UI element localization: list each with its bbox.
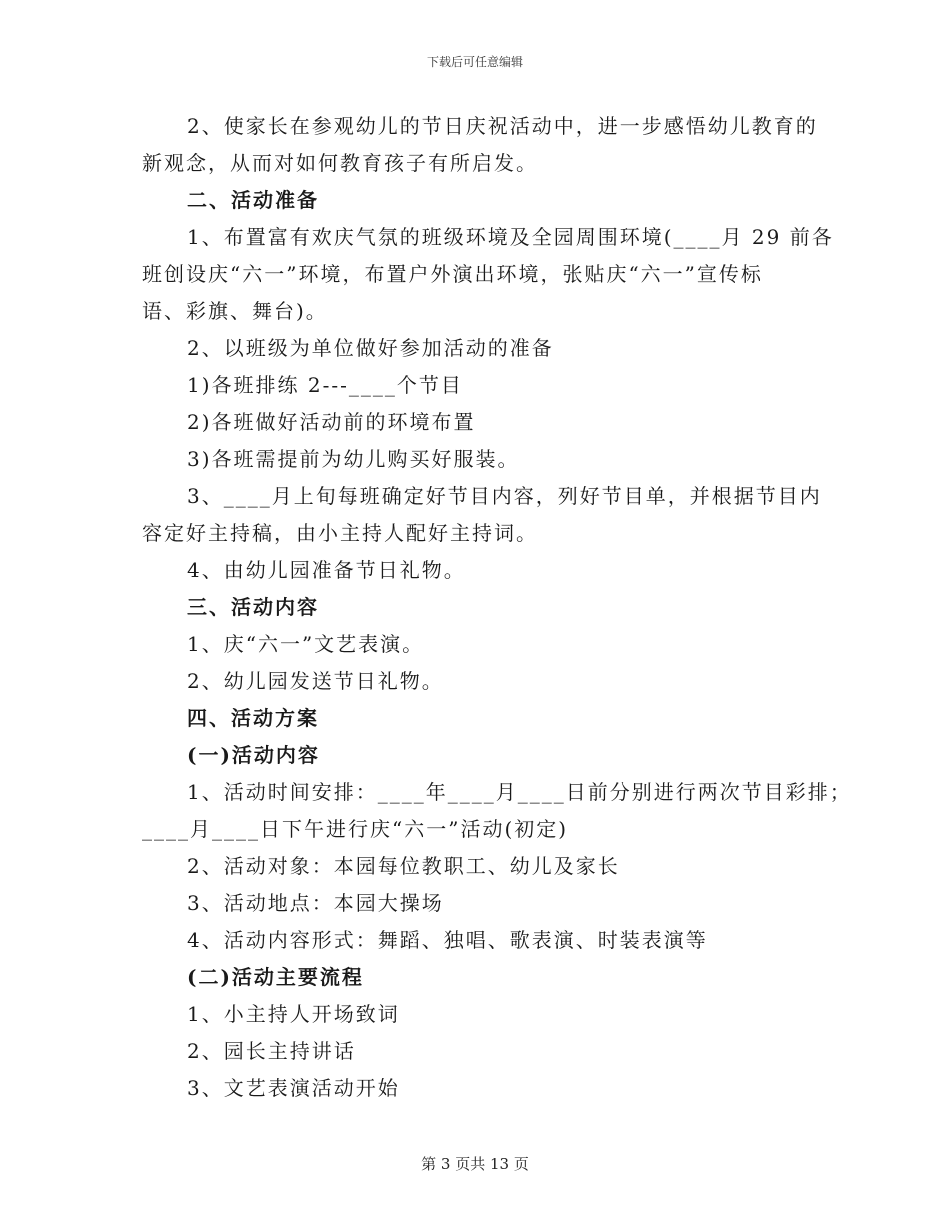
paragraph-line: 容定好主持稿，由小主持人配好主持词。: [142, 521, 538, 545]
section-heading: 三、活动内容: [187, 595, 319, 619]
page-footer: 第 3 页共 13 页: [421, 1155, 529, 1173]
paragraph-line: 新观念，从而对如何教育孩子有所启发。: [142, 151, 538, 175]
subsection-heading: (二)活动主要流程: [187, 965, 364, 989]
section-heading: 四、活动方案: [187, 706, 319, 730]
paragraph-line: ____月____日下午进行庆“六一”活动(初定): [142, 817, 569, 841]
document-body: [142, 108, 852, 1107]
subsection-heading: (一)活动内容: [187, 743, 320, 767]
list-item: 3、文艺表演活动开始: [187, 1076, 400, 1100]
list-item: 1)各班排练 2---____个节目: [187, 373, 463, 397]
header-note: 下载后可任意编辑: [426, 55, 523, 69]
section-heading: 二、活动准备: [187, 188, 319, 212]
list-item: 2、幼儿园发送节日礼物。: [187, 669, 444, 693]
list-item: 4、活动内容形式：舞蹈、独唱、歌表演、时装表演等: [187, 928, 708, 952]
list-item: 3)各班需提前为幼儿购买好服装。: [187, 447, 520, 471]
list-item: 2、活动对象：本园每位教职工、幼儿及家长: [187, 854, 620, 878]
list-item: 3、活动地点：本园大操场: [187, 891, 444, 915]
list-item: 1、小主持人开场致词: [187, 1002, 400, 1026]
paragraph-line: 班创设庆“六一”环境，布置户外演出环境，张贴庆“六一”宣传标: [142, 262, 763, 286]
paragraph-line: 1、布置富有欢庆气氛的班级环境及全园周围环境(____月 29 前各: [187, 225, 834, 249]
paragraph-line: 1、活动时间安排：____年____月____日前分别进行两次节目彩排；: [187, 780, 852, 804]
paragraph-line: 4、由幼儿园准备节日礼物。: [187, 558, 466, 582]
list-item: 2、园长主持讲话: [187, 1039, 356, 1063]
list-item: 2)各班做好活动前的环境布置: [187, 410, 476, 434]
paragraph-line: 语、彩旗、舞台)。: [142, 299, 328, 323]
paragraph-line: 2、以班级为单位做好参加活动的准备: [187, 336, 554, 360]
paragraph-line: 2、使家长在参观幼儿的节日庆祝活动中，进一步感悟幼儿教育的: [187, 114, 818, 138]
list-item: 1、庆“六一”文艺表演。: [187, 632, 425, 656]
paragraph-line: 3、____月上旬每班确定好节目内容，列好节目单，并根据节目内: [187, 484, 822, 508]
